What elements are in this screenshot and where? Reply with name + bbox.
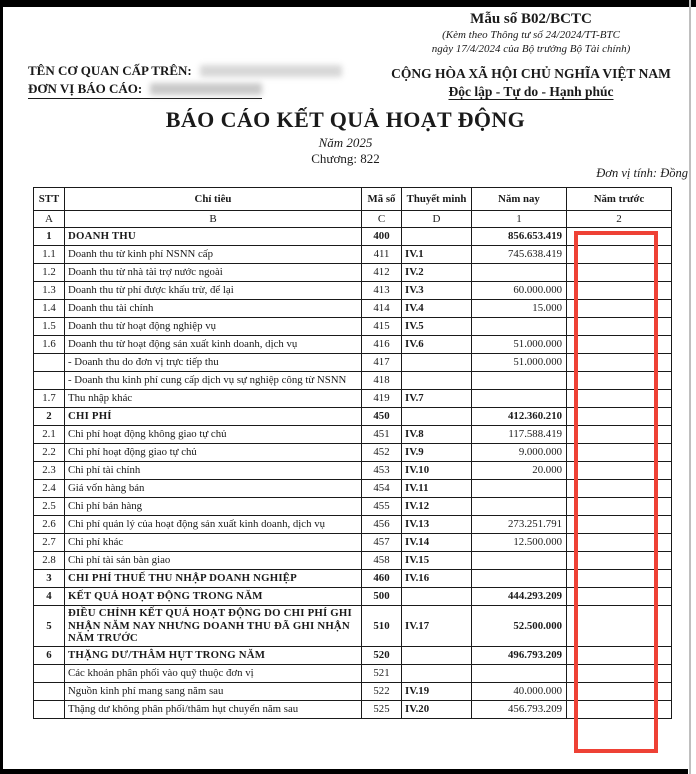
cell-stt: 2.7 (34, 534, 65, 552)
cell-name: Chi phí khác (65, 534, 362, 552)
cell-name: Chi phí bán hàng (65, 498, 362, 516)
cell-code: 522 (362, 683, 402, 701)
cell-stt: 1.4 (34, 300, 65, 318)
cell-name: Doanh thu từ hoạt động nghiệp vụ (65, 318, 362, 336)
cell-code: 455 (362, 498, 402, 516)
cell-current (472, 570, 567, 588)
cell-stt: 1.6 (34, 336, 65, 354)
cell-note (402, 647, 472, 665)
cell-stt: 1.3 (34, 282, 65, 300)
cell-note: IV.4 (402, 300, 472, 318)
report-title: BÁO CÁO KẾT QUẢ HOẠT ĐỘNG (165, 107, 526, 132)
cell-current: 15.000 (472, 300, 567, 318)
cell-code: 525 (362, 701, 402, 719)
cell-code: 450 (362, 408, 402, 426)
cell-stt: 6 (34, 647, 65, 665)
cell-name: Doanh thu từ nhà tài trợ nước ngoài (65, 264, 362, 282)
cell-stt: 2.6 (34, 516, 65, 534)
cell-code: 411 (362, 246, 402, 264)
cell-stt: 3 (34, 570, 65, 588)
col-header-thuyet-minh: Thuyết minh (402, 188, 472, 211)
cell-code: 413 (362, 282, 402, 300)
cell-name: - Doanh thu do đơn vị trực tiếp thu (65, 354, 362, 372)
superior-agency-line (28, 63, 342, 81)
cell-stt: 1.5 (34, 318, 65, 336)
cell-code: 414 (362, 300, 402, 318)
cell-current: 40.000.000 (472, 683, 567, 701)
cell-note: IV.12 (402, 498, 472, 516)
col-code-d: D (402, 211, 472, 228)
cell-current: 856.653.419 (472, 228, 567, 246)
cell-name: Thặng dư không phân phối/thâm hụt chuyển năm sau (65, 701, 362, 719)
cell-current: 9.000.000 (472, 444, 567, 462)
cell-stt: 2.3 (34, 462, 65, 480)
cell-name: CHI PHÍ (65, 408, 362, 426)
cell-name: Chi phí quản lý của hoạt động sản xuất kinh doanh, dịch vụ (65, 516, 362, 534)
cell-current: 51.000.000 (472, 336, 567, 354)
cell-name: Các khoản phân phối vào quỹ thuộc đơn vị (65, 665, 362, 683)
cell-stt: 1.7 (34, 390, 65, 408)
cell-note (402, 588, 472, 606)
cell-note: IV.11 (402, 480, 472, 498)
cell-code: 415 (362, 318, 402, 336)
cell-current (472, 552, 567, 570)
cell-stt (34, 354, 65, 372)
col-header-stt: STT (34, 188, 65, 211)
cell-note (402, 372, 472, 390)
cell-stt: 2.8 (34, 552, 65, 570)
cell-current (472, 480, 567, 498)
cell-note: IV.14 (402, 534, 472, 552)
table-code-row (34, 211, 672, 228)
cell-stt: 1.1 (34, 246, 65, 264)
col-header-ma-so: Mã số (362, 188, 402, 211)
cell-current (472, 318, 567, 336)
cell-code: 451 (362, 426, 402, 444)
cell-current: 117.588.419 (472, 426, 567, 444)
cell-note: IV.7 (402, 390, 472, 408)
col-code-2: 2 (567, 211, 672, 228)
col-header-nam-truoc: Năm trước (567, 188, 672, 211)
cell-current: 12.500.000 (472, 534, 567, 552)
cell-current: 273.251.791 (472, 516, 567, 534)
cell-stt: 2 (34, 408, 65, 426)
cell-current: 456.793.209 (472, 701, 567, 719)
cell-current: 51.000.000 (472, 354, 567, 372)
cell-current (472, 498, 567, 516)
cell-current: 60.000.000 (472, 282, 567, 300)
cell-note (402, 228, 472, 246)
cell-code: 456 (362, 516, 402, 534)
cell-code: 418 (362, 372, 402, 390)
col-code-b: B (65, 211, 362, 228)
cell-current: 745.638.419 (472, 246, 567, 264)
cell-name: CHI PHÍ THUẾ THU NHẬP DOANH NGHIỆP (65, 570, 362, 588)
cell-current: 412.360.210 (472, 408, 567, 426)
cell-stt (34, 683, 65, 701)
cell-stt: 2.4 (34, 480, 65, 498)
cell-stt (34, 701, 65, 719)
col-code-a: A (34, 211, 65, 228)
cell-current: 52.500.000 (472, 606, 567, 647)
highlight-annotation-nam-truoc-column (574, 231, 658, 753)
cell-code: 457 (362, 534, 402, 552)
cell-note: IV.8 (402, 426, 472, 444)
cell-code: 419 (362, 390, 402, 408)
cell-current: 444.293.209 (472, 588, 567, 606)
organization-block (28, 63, 342, 99)
cell-note: IV.2 (402, 264, 472, 282)
currency-unit-note: Đơn vị tính: Đồng (596, 166, 688, 180)
cell-name: DOANH THU (65, 228, 362, 246)
form-code: Mẫu số B02/BCTC (470, 11, 592, 27)
cell-note (402, 354, 472, 372)
cell-name: KẾT QUẢ HOẠT ĐỘNG TRONG NĂM (65, 588, 362, 606)
cell-note: IV.17 (402, 606, 472, 647)
col-header-nam-nay: Năm nay (472, 188, 567, 211)
cell-name: THẶNG DƯ/THÂM HỤT TRONG NĂM (65, 647, 362, 665)
cell-note (402, 408, 472, 426)
cell-stt: 4 (34, 588, 65, 606)
cell-code: 417 (362, 354, 402, 372)
form-header (378, 11, 684, 56)
cell-stt: 2.5 (34, 498, 65, 516)
cell-code: 416 (362, 336, 402, 354)
cell-code: 452 (362, 444, 402, 462)
cell-code: 412 (362, 264, 402, 282)
report-chapter: Chương: 822 (311, 151, 380, 166)
cell-code: 453 (362, 462, 402, 480)
cell-stt: 5 (34, 606, 65, 647)
national-header (378, 66, 684, 100)
reporting-unit-line (28, 81, 262, 99)
cell-code: 454 (362, 480, 402, 498)
cell-name: Thu nhập khác (65, 390, 362, 408)
cell-name: Nguồn kinh phí mang sang năm sau (65, 683, 362, 701)
cell-current (472, 372, 567, 390)
cell-code: 400 (362, 228, 402, 246)
reporting-unit-label: ĐƠN VỊ BÁO CÁO: (28, 81, 143, 96)
cell-current (472, 665, 567, 683)
cell-code: 500 (362, 588, 402, 606)
cell-stt: 2.1 (34, 426, 65, 444)
cell-name: Doanh thu từ kinh phí NSNN cấp (65, 246, 362, 264)
superior-agency-label: TÊN CƠ QUAN CẤP TRÊN: (28, 63, 192, 78)
cell-code: 510 (362, 606, 402, 647)
cell-note: IV.5 (402, 318, 472, 336)
table-header-row (34, 188, 672, 211)
cell-stt: 2.2 (34, 444, 65, 462)
cell-current: 20.000 (472, 462, 567, 480)
cell-note: IV.1 (402, 246, 472, 264)
cell-name: Doanh thu tài chính (65, 300, 362, 318)
national-motto-line2: Độc lập - Tự do - Hạnh phúc (448, 84, 614, 99)
cell-stt: 1.2 (34, 264, 65, 282)
cell-note: IV.9 (402, 444, 472, 462)
cell-note: IV.13 (402, 516, 472, 534)
national-motto-line1: CỘNG HÒA XÃ HỘI CHỦ NGHĨA VIỆT NAM (391, 66, 671, 81)
col-header-chi-tieu: Chỉ tiêu (65, 188, 362, 211)
col-code-1: 1 (472, 211, 567, 228)
cell-note: IV.3 (402, 282, 472, 300)
form-attachment-note-line2: ngày 17/4/2024 của Bộ trưởng Bộ Tài chính) (431, 43, 631, 55)
cell-note (402, 665, 472, 683)
cell-note: IV.10 (402, 462, 472, 480)
report-year: Năm 2025 (318, 135, 373, 150)
cell-current: 496.793.209 (472, 647, 567, 665)
cell-current (472, 390, 567, 408)
cell-code: 520 (362, 647, 402, 665)
col-code-c: C (362, 211, 402, 228)
cell-code: 458 (362, 552, 402, 570)
top-edge-bar (0, 0, 696, 7)
cell-name: Chi phí tài chính (65, 462, 362, 480)
redacted-superior-agency-name (200, 65, 342, 77)
cell-code: 521 (362, 665, 402, 683)
cell-current (472, 264, 567, 282)
cell-name: Chi phí hoạt động giao tự chủ (65, 444, 362, 462)
cell-code: 460 (362, 570, 402, 588)
cell-name: Doanh thu từ hoạt động sản xuất kinh doanh, dịch vụ (65, 336, 362, 354)
cell-stt (34, 372, 65, 390)
cell-note: IV.20 (402, 701, 472, 719)
cell-name: Chi phí tài sản bàn giao (65, 552, 362, 570)
cell-name: Chi phí hoạt động không giao tự chủ (65, 426, 362, 444)
cell-note: IV.15 (402, 552, 472, 570)
cell-stt: 1 (34, 228, 65, 246)
cell-name: - Doanh thu kinh phí cung cấp dịch vụ sự nghiệp công từ NSNN (65, 372, 362, 390)
cell-name: ĐIỀU CHỈNH KẾT QUẢ HOẠT ĐỘNG DO CHI PHÍ GHI NHẬN NĂM NAY NHƯNG DOANH THU ĐÃ GHI NHẬN NĂM TRƯỚC (65, 606, 362, 647)
cell-stt (34, 665, 65, 683)
cell-name: Doanh thu từ phí được khấu trừ, để lại (65, 282, 362, 300)
cell-note: IV.16 (402, 570, 472, 588)
redacted-reporting-unit-name (150, 83, 262, 95)
cell-note: IV.6 (402, 336, 472, 354)
bottom-edge-bar (0, 769, 688, 774)
cell-note: IV.19 (402, 683, 472, 701)
form-attachment-note-line1: (Kèm theo Thông tư số 24/2024/TT-BTC (442, 29, 620, 41)
cell-name: Giá vốn hàng bán (65, 480, 362, 498)
